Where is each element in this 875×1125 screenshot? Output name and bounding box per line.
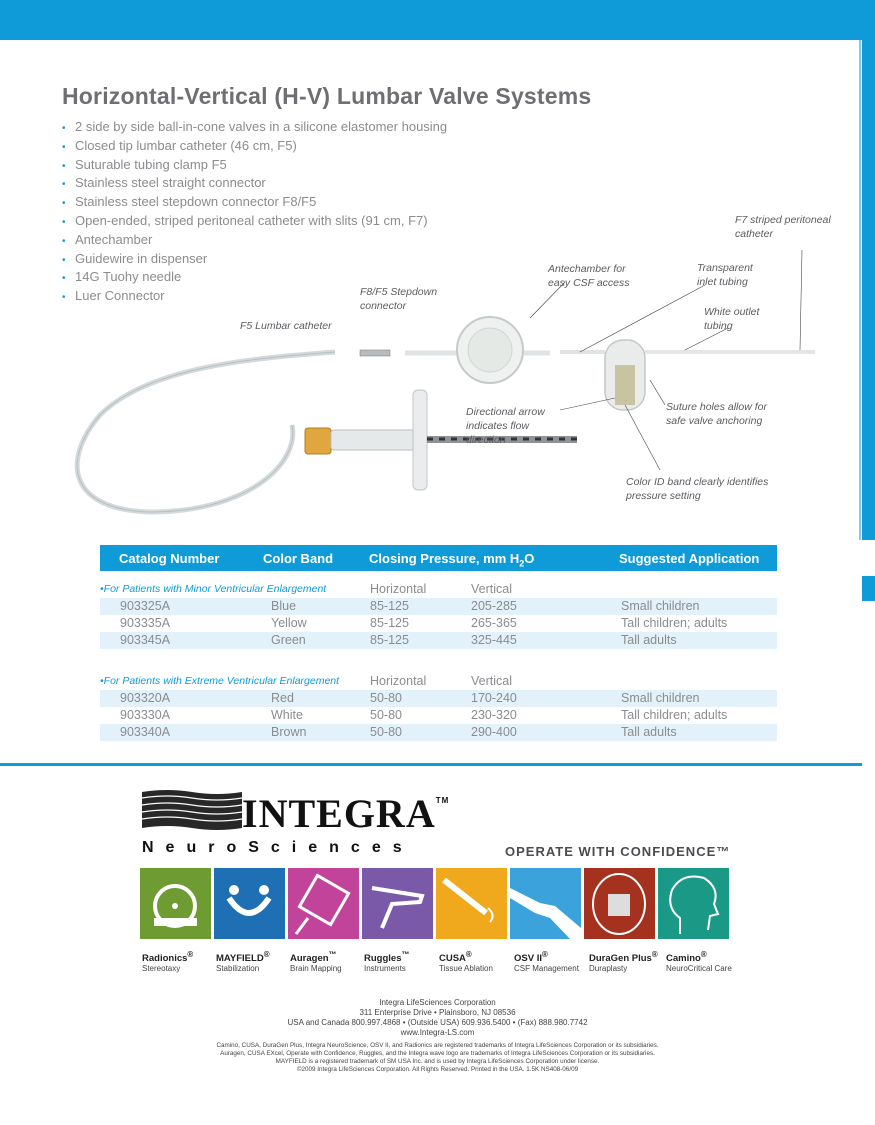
luer-cap: [305, 428, 331, 454]
callout-suture: Suture holes allow for safe valve anchoring: [666, 401, 767, 427]
product-label: Ruggles™ Instruments: [364, 950, 410, 974]
fine-print: Camino, CUSA, DuraGen Plus, Integra NeuroScience, OSV II, and Radionics are registered trademarks of Integra LifeSciences Corporation or its subsidiaries.: [216, 1042, 659, 1049]
list-item: • Suturable tubing clamp F5: [62, 157, 447, 176]
table-row: 903320A Red 50-80 170-240 Small children: [100, 690, 777, 707]
callout-outlet-tubing: White outlet tubing: [704, 306, 760, 332]
list-item: • Luer Connector: [62, 288, 447, 307]
camino-icon: [658, 868, 729, 939]
product-label: Auragen™ Brain Mapping: [290, 950, 342, 974]
callout-arrow: Directional arrow indicates flow direction: [466, 406, 545, 446]
list-item: • Stainless steel straight connector: [62, 175, 447, 194]
osv-icon: [510, 868, 581, 939]
header-color: Color Band: [263, 551, 334, 566]
callout-f7-catheter: F7 striped peritoneal catheter: [735, 214, 831, 240]
footer-web[interactable]: www.Integra-LS.com: [400, 1028, 475, 1037]
table-row: 903330A White 50-80 230-320 Tall children; adults: [120, 708, 728, 722]
side-tab: [862, 576, 875, 601]
product-label: CUSA® Tissue Ablation: [439, 950, 493, 974]
footer-company: Integra LifeSciences Corporation: [379, 998, 496, 1007]
product-label: MAYFIELD® Stabilization: [216, 950, 270, 974]
group-label: •For Patients with Minor Ventricular Enlargement: [100, 583, 327, 595]
footer-address: 311 Enterprise Drive • Plainsboro, NJ 08536: [359, 1008, 516, 1017]
stepdown-connector: [360, 350, 390, 356]
group-label: •For Patients with Extreme Ventricular Enlargement: [100, 675, 340, 687]
list-item: • Open-ended, striped peritoneal catheter with slits (91 cm, F7): [62, 213, 447, 232]
page-title: Horizontal-Vertical (H-V) Lumbar Valve Systems: [62, 83, 592, 109]
brand-name: INTEGRA™: [242, 791, 450, 836]
table-row: 903340A Brown 50-80 290-400 Tall adults: [100, 724, 777, 741]
group-header: •For Patients with Minor Ventricular Enlargement Horizontal Vertical: [100, 582, 512, 596]
product-label: Radionics® Stereotaxy: [142, 950, 194, 974]
duragen-icon: [584, 868, 655, 939]
product-label: Camino® NeuroCritical Care: [666, 950, 732, 974]
top-accent-bar: [0, 0, 875, 40]
callout-stepdown: F8/F5 Stepdown connector: [360, 286, 438, 312]
callout-antechamber: Antechamber for easy CSF access: [548, 263, 630, 289]
group-header: •For Patients with Extreme Ventricular Enlargement Horizontal Vertical: [100, 674, 512, 688]
auragen-icon: [288, 868, 359, 939]
list-item: • 14G Tuohy needle: [62, 269, 447, 288]
fine-print: MAYFIELD is a registered trademark of SM USA Inc. and is used by Integra LifeSciences Corporation under license.: [275, 1058, 600, 1065]
callout-inlet-tubing: Transparent inlet tubing: [697, 262, 753, 288]
header-application: Suggested Application: [619, 551, 760, 566]
list-item: • 2 side by side ball-in-cone valves in a silicone elastomer housing: [62, 119, 447, 138]
mayfield-icon: [214, 868, 285, 939]
product-label: OSV II® CSF Management: [514, 950, 579, 974]
header-catalog: Catalog Number: [119, 551, 220, 566]
table-row: 903345A Green 85-125 325-445 Tall adults: [100, 632, 777, 649]
side-accent-bar: [862, 40, 875, 540]
brand-sub: NeuroSciences: [142, 839, 414, 856]
header-pressure: Closing Pressure, mm $H_2O$: [369, 551, 535, 569]
callout-color-id: Color ID band clearly identifies pressure setting: [626, 476, 769, 502]
table-row: 903325A Blue 85-125 205-285 Small children: [100, 598, 777, 615]
tagline: OPERATE WITH CONFIDENCE™: [505, 844, 731, 859]
product-label: DuraGen Plus® Duraplasty: [589, 950, 658, 974]
radionics-icon: [140, 868, 211, 939]
section-divider: [0, 763, 862, 766]
list-item: • Stainless steel stepdown connector F8/F5: [62, 194, 447, 213]
lumbar-catheter: [77, 352, 335, 512]
list-item: • Antechamber: [62, 232, 447, 251]
table-header: [100, 545, 777, 571]
ruggles-icon: [362, 868, 433, 939]
integra-logo: [142, 788, 450, 856]
table-row: 903335A Yellow 85-125 265-365 Tall children; adults: [120, 616, 728, 630]
callout-lumbar-catheter: F5 Lumbar catheter: [240, 320, 332, 332]
fine-print: Auragen, CUSA EXcel, Operate with Confidence, Ruggles, and the Integra wave logo are trademarks of Integra LifeSciences Corporation or its subsidiaries.: [220, 1050, 655, 1057]
list-item: • Closed tip lumbar catheter (46 cm, F5): [62, 138, 447, 157]
product-tiles: [140, 868, 729, 939]
footer-phone: USA and Canada 800.997.4868 • (Outside USA) 609.936.5400 • (Fax) 888.980.7742: [287, 1018, 588, 1027]
cusa-icon: [436, 868, 507, 939]
catalog-table: [100, 545, 777, 741]
fine-print: ©2009 Integra LifeSciences Corporation. All Rights Reserved. Printed in the USA. 1.5K NS408-06/09: [296, 1066, 579, 1073]
list-item: • Guidewire in dispenser: [62, 251, 447, 270]
